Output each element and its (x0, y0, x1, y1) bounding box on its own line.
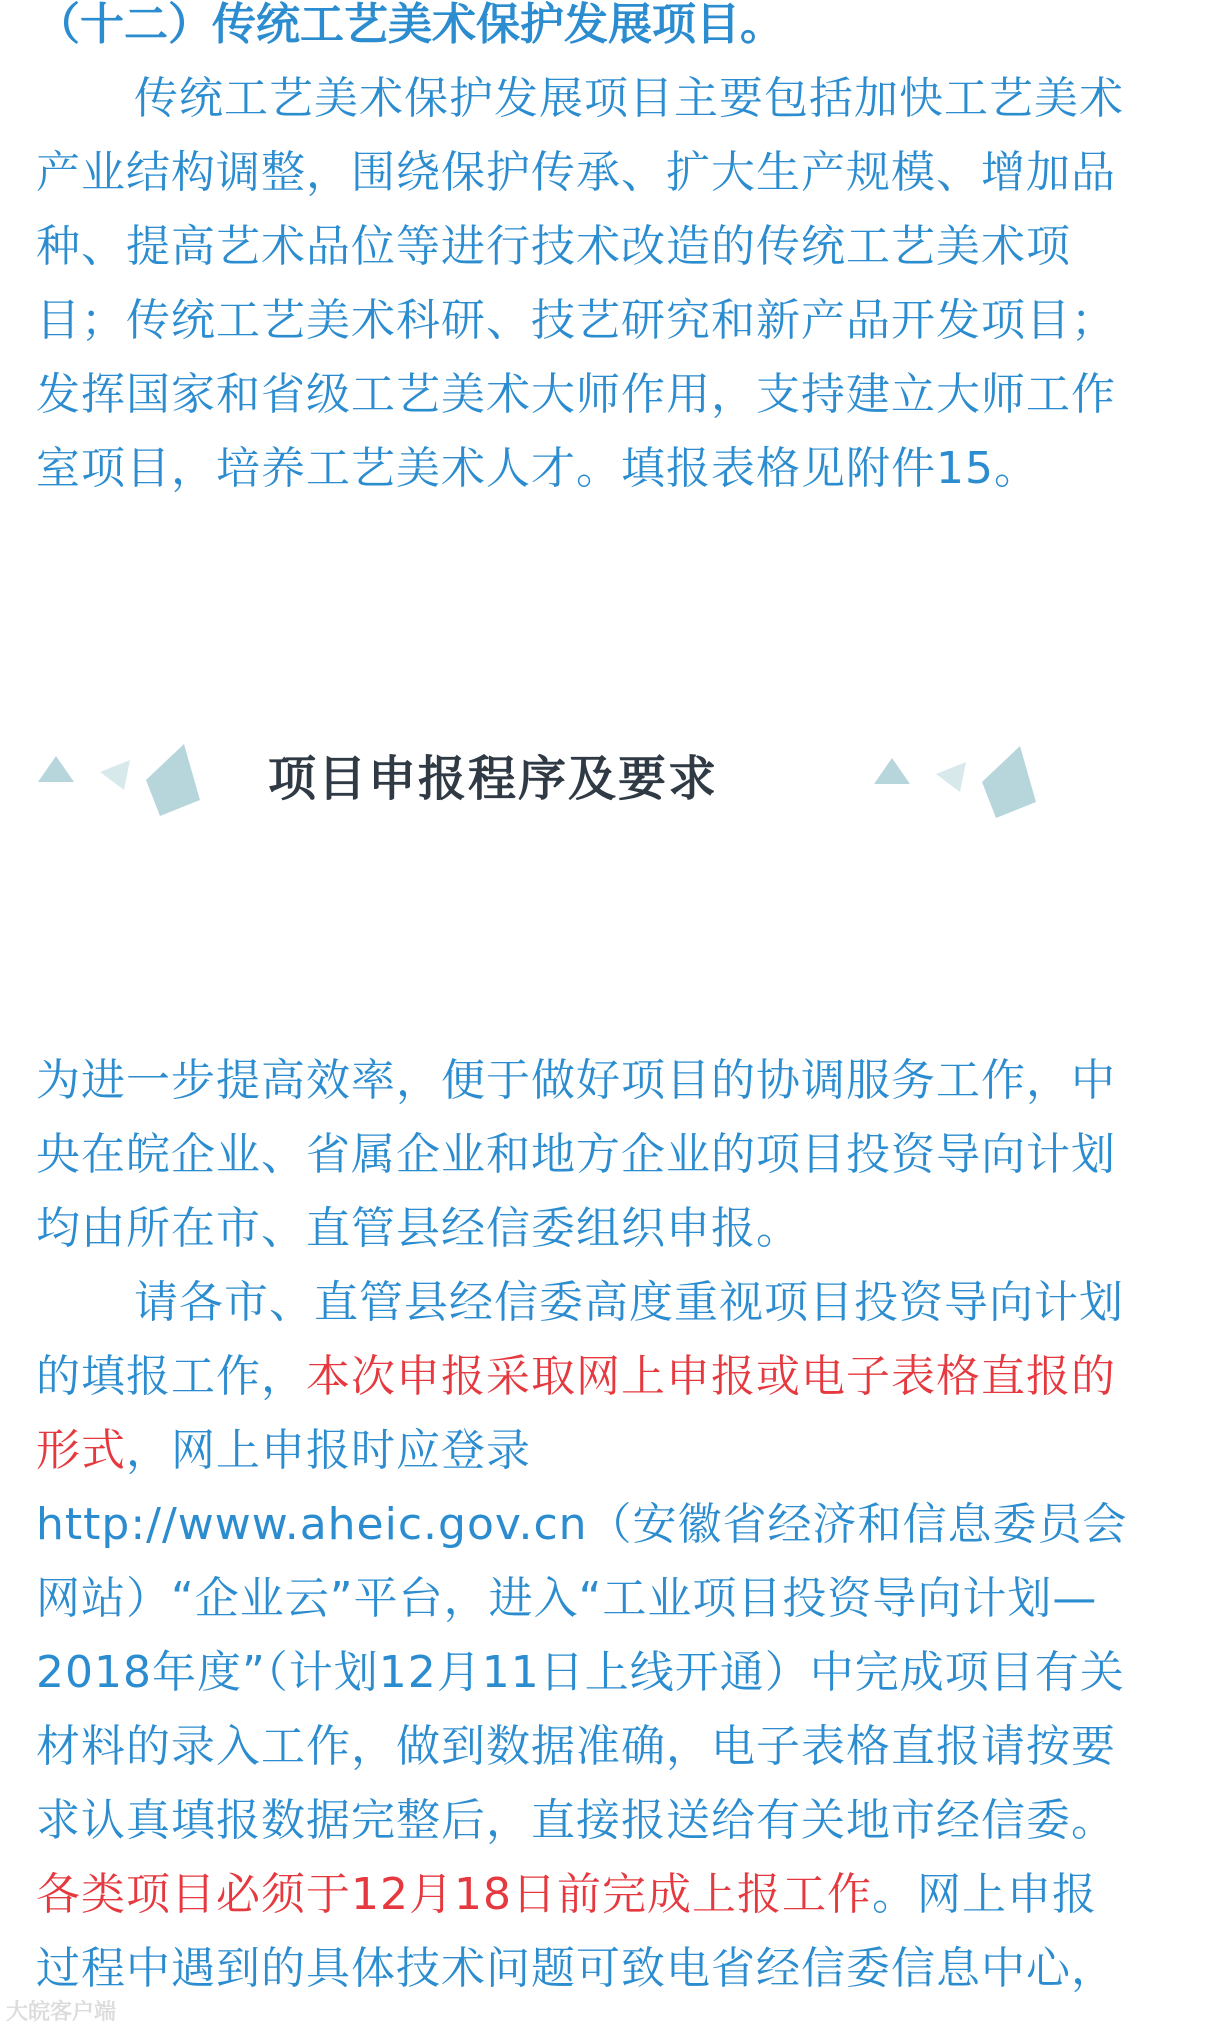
text-line (36, 1340, 1204, 1414)
highlight-red-text: 各类项目必须于12月18日前完成上报工作 (36, 1869, 872, 1920)
text-line: 目；传统工艺美术科研、技艺研究和新产品开发项目； (36, 295, 1116, 346)
text-line: 室项目，培养工艺美术人才。填报表格见附件15。 (36, 443, 1039, 494)
highlight-red-text: 本次申报采取网上申报或电子表格直报的 (306, 1351, 1116, 1402)
text-line: 央在皖企业、省属企业和地方企业的项目投资导向计划 (36, 1129, 1116, 1180)
text-line: 发挥国家和省级工艺美术大师作用，支持建立大师工作 (36, 369, 1116, 420)
text-line: 产业结构调整，围绕保护传承、扩大生产规模、增加品 (36, 147, 1116, 198)
text-line: 均由所在市、直管县经信委组织申报。 (36, 1203, 801, 1254)
text-normal: ，网上申报时应登录 (126, 1425, 531, 1476)
text-line: 过程中遇到的具体技术问题可致电省经信委信息中心， (36, 1943, 1116, 1994)
section-heading-12: （十二）传统工艺美术保护发展项目。 (36, 0, 784, 50)
paragraph-traditional-crafts (36, 62, 1204, 506)
paragraph-procedure (36, 1044, 1204, 2006)
text-normal: 。网上申报 (871, 1869, 1097, 1920)
watermark: 大皖客户端 (6, 2000, 117, 2025)
triangle-decoration-right-icon (870, 732, 1050, 832)
text-line: 网站）“企业云”平台，进入“工业项目投资导向计划— (36, 1573, 1098, 1624)
triangle-decoration-left-icon (34, 730, 214, 830)
highlight-red-text: 形式 (36, 1425, 126, 1476)
text-normal: 的填报工作， (36, 1351, 306, 1402)
website-url-line: http://www.aheic.gov.cn（安徽省经济和信息委员会 (36, 1499, 1128, 1550)
text-line: 2018年度”（计划12月11日上线开通）中完成项目有关 (36, 1647, 1125, 1698)
text-line: 请各市、直管县经信委高度重视项目投资导向计划 (134, 1277, 1124, 1328)
text-line: 种、提高艺术品位等进行技术改造的传统工艺美术项 (36, 221, 1071, 272)
text-line: 传统工艺美术保护发展项目主要包括加快工艺美术 (134, 73, 1124, 124)
text-line: 求认真填报数据完整后，直接报送给有关地市经信委。 (36, 1795, 1116, 1846)
text-line: 材料的录入工作，做到数据准确，电子表格直报请按要 (36, 1721, 1116, 1772)
section-title: 项目申报程序及要求 (268, 751, 719, 807)
text-line (36, 1858, 1204, 1932)
text-line (36, 1414, 1204, 1488)
text-line: 为进一步提高效率，便于做好项目的协调服务工作，中 (36, 1055, 1116, 1106)
